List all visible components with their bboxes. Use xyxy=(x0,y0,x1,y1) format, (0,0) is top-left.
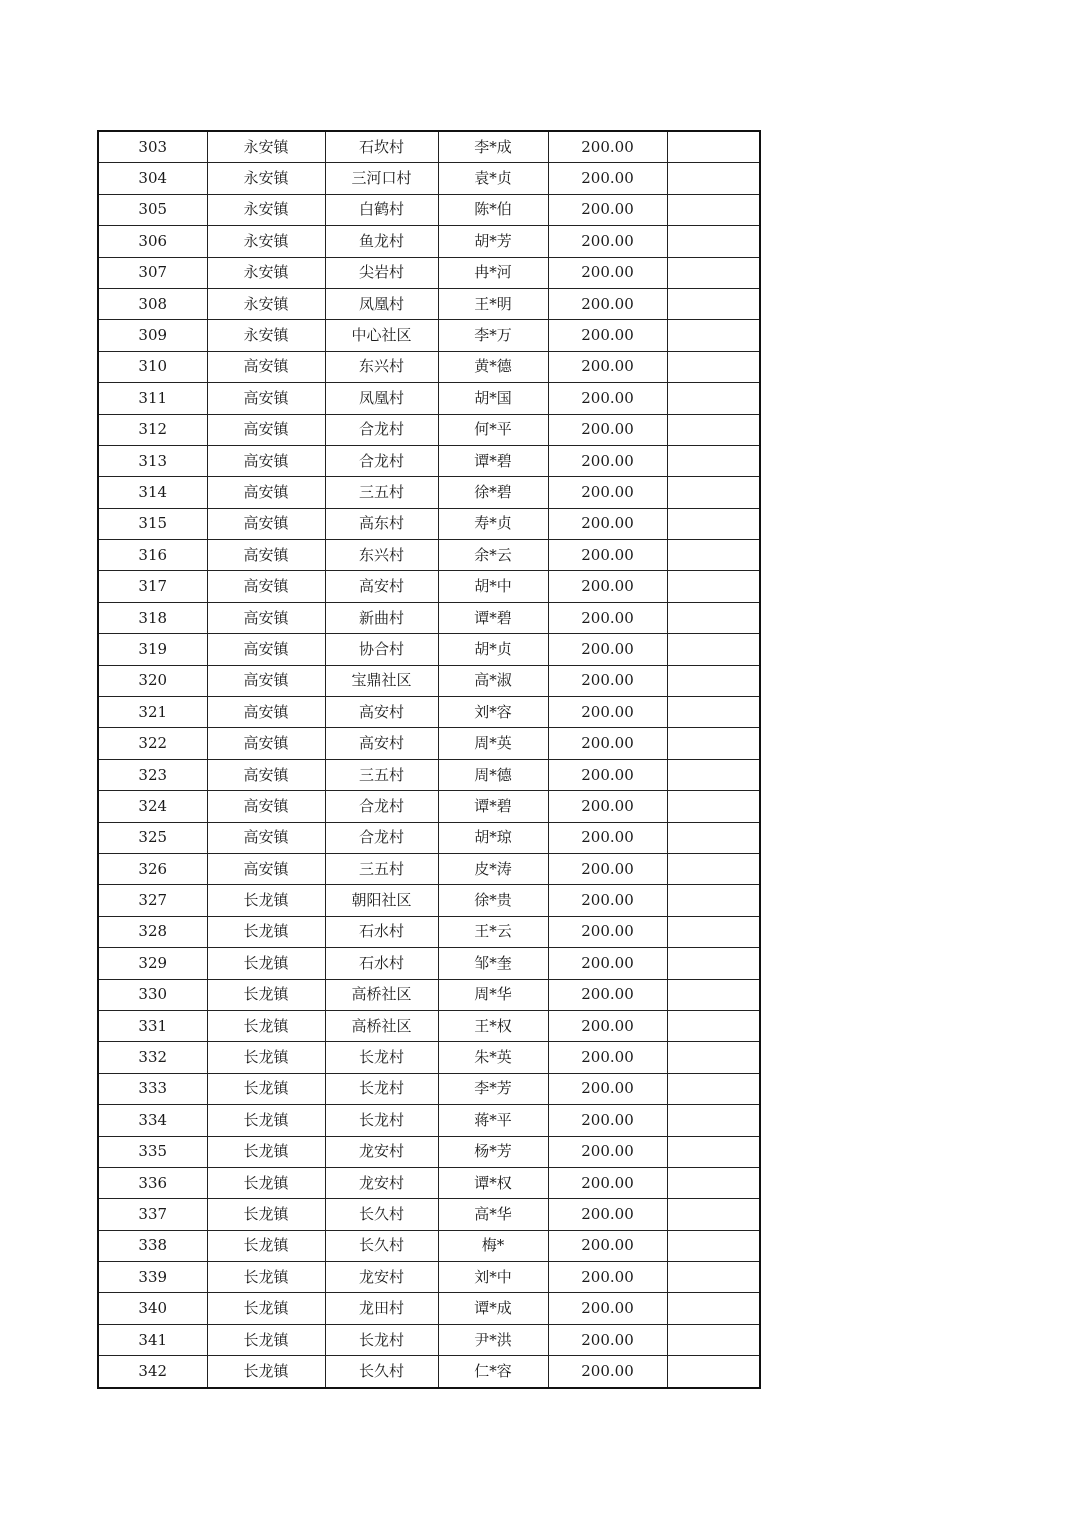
cell-remark xyxy=(667,1167,760,1198)
cell-name: 周*德 xyxy=(438,759,548,790)
cell-town: 长龙镇 xyxy=(207,1230,325,1261)
table-row xyxy=(98,853,760,884)
cell-amount: 200.00 xyxy=(548,665,667,696)
cell-town: 高安镇 xyxy=(207,634,325,665)
cell-name: 仁*容 xyxy=(438,1356,548,1388)
cell-serial-number: 336 xyxy=(98,1167,207,1198)
cell-remark xyxy=(667,1199,760,1230)
table-row xyxy=(98,571,760,602)
cell-remark xyxy=(667,1324,760,1355)
cell-town: 永安镇 xyxy=(207,163,325,194)
cell-name: 周*华 xyxy=(438,979,548,1010)
cell-serial-number: 309 xyxy=(98,320,207,351)
cell-remark xyxy=(667,634,760,665)
cell-remark xyxy=(667,1105,760,1136)
table-row xyxy=(98,1167,760,1198)
cell-name: 谭*碧 xyxy=(438,445,548,476)
cell-village: 凤凰村 xyxy=(325,288,438,319)
cell-amount: 200.00 xyxy=(548,1042,667,1073)
cell-amount: 200.00 xyxy=(548,1073,667,1104)
cell-remark xyxy=(667,728,760,759)
cell-serial-number: 342 xyxy=(98,1356,207,1388)
table-row xyxy=(98,1073,760,1104)
cell-town: 长龙镇 xyxy=(207,948,325,979)
cell-village: 合龙村 xyxy=(325,791,438,822)
cell-name: 高*淑 xyxy=(438,665,548,696)
cell-amount: 200.00 xyxy=(548,477,667,508)
cell-serial-number: 316 xyxy=(98,540,207,571)
cell-name: 寿*贞 xyxy=(438,508,548,539)
cell-remark xyxy=(667,1356,760,1388)
cell-town: 高安镇 xyxy=(207,540,325,571)
cell-town: 高安镇 xyxy=(207,351,325,382)
cell-amount: 200.00 xyxy=(548,351,667,382)
cell-name: 胡*中 xyxy=(438,571,548,602)
cell-town: 长龙镇 xyxy=(207,1324,325,1355)
cell-village: 中心社区 xyxy=(325,320,438,351)
cell-town: 长龙镇 xyxy=(207,1167,325,1198)
cell-amount: 200.00 xyxy=(548,885,667,916)
cell-amount: 200.00 xyxy=(548,948,667,979)
cell-serial-number: 338 xyxy=(98,1230,207,1261)
cell-name: 徐*贵 xyxy=(438,885,548,916)
table-row xyxy=(98,697,760,728)
cell-remark xyxy=(667,540,760,571)
cell-serial-number: 311 xyxy=(98,383,207,414)
cell-serial-number: 303 xyxy=(98,131,207,163)
cell-amount: 200.00 xyxy=(548,257,667,288)
cell-village: 高桥社区 xyxy=(325,1010,438,1041)
cell-amount: 200.00 xyxy=(548,1262,667,1293)
cell-amount: 200.00 xyxy=(548,1293,667,1324)
cell-name: 徐*碧 xyxy=(438,477,548,508)
cell-town: 高安镇 xyxy=(207,414,325,445)
table-row xyxy=(98,1105,760,1136)
cell-name: 王*明 xyxy=(438,288,548,319)
cell-serial-number: 305 xyxy=(98,194,207,225)
cell-village: 石水村 xyxy=(325,916,438,947)
cell-town: 长龙镇 xyxy=(207,1105,325,1136)
cell-name: 胡*琼 xyxy=(438,822,548,853)
cell-name: 邹*奎 xyxy=(438,948,548,979)
cell-town: 长龙镇 xyxy=(207,1073,325,1104)
table-row xyxy=(98,508,760,539)
cell-town: 高安镇 xyxy=(207,602,325,633)
table-row xyxy=(98,1293,760,1324)
table-row xyxy=(98,194,760,225)
cell-village: 长久村 xyxy=(325,1356,438,1388)
cell-remark xyxy=(667,979,760,1010)
cell-village: 石坎村 xyxy=(325,131,438,163)
cell-serial-number: 326 xyxy=(98,853,207,884)
table-row xyxy=(98,1262,760,1293)
table-row xyxy=(98,759,760,790)
cell-village: 高东村 xyxy=(325,508,438,539)
cell-town: 长龙镇 xyxy=(207,1010,325,1041)
cell-town: 永安镇 xyxy=(207,226,325,257)
cell-name: 皮*涛 xyxy=(438,853,548,884)
table-row xyxy=(98,665,760,696)
cell-serial-number: 304 xyxy=(98,163,207,194)
cell-name: 杨*芳 xyxy=(438,1136,548,1167)
table-row xyxy=(98,1042,760,1073)
table-row xyxy=(98,916,760,947)
table-row xyxy=(98,791,760,822)
cell-village: 龙田村 xyxy=(325,1293,438,1324)
cell-remark xyxy=(667,916,760,947)
cell-name: 袁*贞 xyxy=(438,163,548,194)
cell-town: 高安镇 xyxy=(207,508,325,539)
table-row xyxy=(98,1136,760,1167)
cell-amount: 200.00 xyxy=(548,602,667,633)
cell-remark xyxy=(667,759,760,790)
cell-name: 王*云 xyxy=(438,916,548,947)
cell-amount: 200.00 xyxy=(548,979,667,1010)
cell-village: 三河口村 xyxy=(325,163,438,194)
cell-town: 永安镇 xyxy=(207,257,325,288)
cell-amount: 200.00 xyxy=(548,822,667,853)
cell-name: 陈*伯 xyxy=(438,194,548,225)
cell-town: 永安镇 xyxy=(207,320,325,351)
cell-amount: 200.00 xyxy=(548,634,667,665)
cell-amount: 200.00 xyxy=(548,163,667,194)
cell-town: 长龙镇 xyxy=(207,1042,325,1073)
cell-remark xyxy=(667,226,760,257)
cell-amount: 200.00 xyxy=(548,383,667,414)
table-row xyxy=(98,131,760,163)
cell-name: 刘*容 xyxy=(438,697,548,728)
cell-village: 宝鼎社区 xyxy=(325,665,438,696)
cell-town: 长龙镇 xyxy=(207,885,325,916)
cell-name: 谭*碧 xyxy=(438,602,548,633)
cell-remark xyxy=(667,665,760,696)
cell-amount: 200.00 xyxy=(548,1010,667,1041)
cell-remark xyxy=(667,571,760,602)
table-row xyxy=(98,822,760,853)
cell-serial-number: 329 xyxy=(98,948,207,979)
cell-town: 高安镇 xyxy=(207,791,325,822)
cell-amount: 200.00 xyxy=(548,1230,667,1261)
cell-remark xyxy=(667,1262,760,1293)
cell-serial-number: 325 xyxy=(98,822,207,853)
table-row xyxy=(98,728,760,759)
cell-town: 高安镇 xyxy=(207,822,325,853)
cell-name: 谭*成 xyxy=(438,1293,548,1324)
cell-amount: 200.00 xyxy=(548,916,667,947)
cell-remark xyxy=(667,1073,760,1104)
cell-town: 高安镇 xyxy=(207,697,325,728)
cell-amount: 200.00 xyxy=(548,320,667,351)
table-row xyxy=(98,1356,760,1388)
table-row xyxy=(98,979,760,1010)
cell-amount: 200.00 xyxy=(548,288,667,319)
cell-town: 永安镇 xyxy=(207,131,325,163)
cell-remark xyxy=(667,477,760,508)
cell-name: 刘*中 xyxy=(438,1262,548,1293)
cell-village: 合龙村 xyxy=(325,822,438,853)
cell-town: 高安镇 xyxy=(207,445,325,476)
cell-name: 王*权 xyxy=(438,1010,548,1041)
cell-amount: 200.00 xyxy=(548,508,667,539)
cell-name: 冉*河 xyxy=(438,257,548,288)
cell-serial-number: 312 xyxy=(98,414,207,445)
cell-name: 李*芳 xyxy=(438,1073,548,1104)
cell-village: 三五村 xyxy=(325,477,438,508)
table-row xyxy=(98,351,760,382)
cell-name: 周*英 xyxy=(438,728,548,759)
cell-amount: 200.00 xyxy=(548,759,667,790)
cell-serial-number: 330 xyxy=(98,979,207,1010)
cell-remark xyxy=(667,697,760,728)
table-row xyxy=(98,414,760,445)
cell-remark xyxy=(667,1136,760,1167)
cell-remark xyxy=(667,351,760,382)
cell-serial-number: 307 xyxy=(98,257,207,288)
cell-amount: 200.00 xyxy=(548,540,667,571)
cell-remark xyxy=(667,508,760,539)
cell-amount: 200.00 xyxy=(548,1167,667,1198)
cell-village: 三五村 xyxy=(325,759,438,790)
cell-village: 凤凰村 xyxy=(325,383,438,414)
cell-serial-number: 341 xyxy=(98,1324,207,1355)
cell-remark xyxy=(667,257,760,288)
cell-amount: 200.00 xyxy=(548,1324,667,1355)
cell-village: 新曲村 xyxy=(325,602,438,633)
cell-serial-number: 320 xyxy=(98,665,207,696)
cell-name: 谭*权 xyxy=(438,1167,548,1198)
table-row xyxy=(98,1324,760,1355)
table-row xyxy=(98,477,760,508)
table-row xyxy=(98,383,760,414)
cell-amount: 200.00 xyxy=(548,1199,667,1230)
cell-town: 长龙镇 xyxy=(207,916,325,947)
cell-village: 高安村 xyxy=(325,728,438,759)
cell-amount: 200.00 xyxy=(548,194,667,225)
cell-serial-number: 315 xyxy=(98,508,207,539)
cell-amount: 200.00 xyxy=(548,571,667,602)
cell-village: 长久村 xyxy=(325,1230,438,1261)
cell-serial-number: 328 xyxy=(98,916,207,947)
cell-serial-number: 332 xyxy=(98,1042,207,1073)
cell-serial-number: 321 xyxy=(98,697,207,728)
cell-remark xyxy=(667,445,760,476)
table-row xyxy=(98,1230,760,1261)
cell-village: 朝阳社区 xyxy=(325,885,438,916)
cell-serial-number: 324 xyxy=(98,791,207,822)
cell-village: 高安村 xyxy=(325,697,438,728)
cell-village: 三五村 xyxy=(325,853,438,884)
cell-village: 龙安村 xyxy=(325,1136,438,1167)
cell-town: 长龙镇 xyxy=(207,1293,325,1324)
table-row xyxy=(98,1199,760,1230)
cell-name: 梅* xyxy=(438,1230,548,1261)
cell-amount: 200.00 xyxy=(548,697,667,728)
cell-village: 高桥社区 xyxy=(325,979,438,1010)
cell-remark xyxy=(667,320,760,351)
cell-serial-number: 339 xyxy=(98,1262,207,1293)
table-row xyxy=(98,885,760,916)
cell-name: 胡*芳 xyxy=(438,226,548,257)
cell-remark xyxy=(667,383,760,414)
cell-serial-number: 322 xyxy=(98,728,207,759)
table-row xyxy=(98,163,760,194)
cell-town: 高安镇 xyxy=(207,383,325,414)
cell-serial-number: 313 xyxy=(98,445,207,476)
cell-village: 长龙村 xyxy=(325,1042,438,1073)
cell-remark xyxy=(667,1042,760,1073)
table-row xyxy=(98,445,760,476)
cell-serial-number: 306 xyxy=(98,226,207,257)
cell-town: 高安镇 xyxy=(207,665,325,696)
cell-serial-number: 335 xyxy=(98,1136,207,1167)
cell-serial-number: 331 xyxy=(98,1010,207,1041)
cell-town: 高安镇 xyxy=(207,728,325,759)
table-row xyxy=(98,257,760,288)
cell-village: 龙安村 xyxy=(325,1167,438,1198)
cell-town: 长龙镇 xyxy=(207,1262,325,1293)
table-row xyxy=(98,288,760,319)
cell-serial-number: 340 xyxy=(98,1293,207,1324)
cell-serial-number: 310 xyxy=(98,351,207,382)
cell-serial-number: 318 xyxy=(98,602,207,633)
cell-amount: 200.00 xyxy=(548,131,667,163)
cell-remark xyxy=(667,885,760,916)
cell-village: 尖岩村 xyxy=(325,257,438,288)
cell-serial-number: 319 xyxy=(98,634,207,665)
cell-remark xyxy=(667,853,760,884)
cell-village: 龙安村 xyxy=(325,1262,438,1293)
cell-village: 东兴村 xyxy=(325,540,438,571)
cell-amount: 200.00 xyxy=(548,445,667,476)
cell-name: 何*平 xyxy=(438,414,548,445)
cell-village: 合龙村 xyxy=(325,414,438,445)
cell-serial-number: 323 xyxy=(98,759,207,790)
table-row xyxy=(98,948,760,979)
cell-serial-number: 333 xyxy=(98,1073,207,1104)
cell-town: 长龙镇 xyxy=(207,1199,325,1230)
cell-amount: 200.00 xyxy=(548,1105,667,1136)
cell-name: 胡*贞 xyxy=(438,634,548,665)
cell-remark xyxy=(667,194,760,225)
cell-name: 胡*国 xyxy=(438,383,548,414)
cell-village: 东兴村 xyxy=(325,351,438,382)
cell-serial-number: 337 xyxy=(98,1199,207,1230)
cell-name: 余*云 xyxy=(438,540,548,571)
cell-village: 石水村 xyxy=(325,948,438,979)
table-row xyxy=(98,1010,760,1041)
cell-town: 高安镇 xyxy=(207,759,325,790)
cell-amount: 200.00 xyxy=(548,226,667,257)
cell-town: 永安镇 xyxy=(207,288,325,319)
cell-village: 合龙村 xyxy=(325,445,438,476)
cell-village: 长久村 xyxy=(325,1199,438,1230)
table-body xyxy=(98,131,760,1388)
cell-amount: 200.00 xyxy=(548,1356,667,1388)
cell-remark xyxy=(667,1010,760,1041)
cell-town: 高安镇 xyxy=(207,571,325,602)
cell-serial-number: 327 xyxy=(98,885,207,916)
cell-name: 李*成 xyxy=(438,131,548,163)
cell-town: 高安镇 xyxy=(207,477,325,508)
cell-town: 长龙镇 xyxy=(207,1356,325,1388)
cell-serial-number: 317 xyxy=(98,571,207,602)
cell-remark xyxy=(667,791,760,822)
cell-village: 白鹤村 xyxy=(325,194,438,225)
cell-remark xyxy=(667,288,760,319)
cell-name: 黄*德 xyxy=(438,351,548,382)
cell-village: 鱼龙村 xyxy=(325,226,438,257)
cell-name: 尹*洪 xyxy=(438,1324,548,1355)
table-row xyxy=(98,634,760,665)
cell-serial-number: 314 xyxy=(98,477,207,508)
cell-remark xyxy=(667,1293,760,1324)
table-row xyxy=(98,602,760,633)
cell-name: 高*华 xyxy=(438,1199,548,1230)
cell-town: 长龙镇 xyxy=(207,979,325,1010)
cell-amount: 200.00 xyxy=(548,791,667,822)
cell-name: 朱*英 xyxy=(438,1042,548,1073)
cell-serial-number: 334 xyxy=(98,1105,207,1136)
cell-remark xyxy=(667,163,760,194)
cell-remark xyxy=(667,1230,760,1261)
cell-remark xyxy=(667,948,760,979)
cell-name: 蒋*平 xyxy=(438,1105,548,1136)
cell-remark xyxy=(667,602,760,633)
cell-name: 李*万 xyxy=(438,320,548,351)
cell-amount: 200.00 xyxy=(548,853,667,884)
cell-town: 高安镇 xyxy=(207,853,325,884)
cell-amount: 200.00 xyxy=(548,1136,667,1167)
cell-amount: 200.00 xyxy=(548,728,667,759)
cell-amount: 200.00 xyxy=(548,414,667,445)
table-row xyxy=(98,226,760,257)
cell-serial-number: 308 xyxy=(98,288,207,319)
table-row xyxy=(98,540,760,571)
cell-village: 高安村 xyxy=(325,571,438,602)
cell-village: 长龙村 xyxy=(325,1105,438,1136)
table-row xyxy=(98,320,760,351)
cell-remark xyxy=(667,414,760,445)
cell-town: 长龙镇 xyxy=(207,1136,325,1167)
cell-town: 永安镇 xyxy=(207,194,325,225)
cell-village: 协合村 xyxy=(325,634,438,665)
cell-remark xyxy=(667,131,760,163)
cell-village: 长龙村 xyxy=(325,1073,438,1104)
cell-village: 长龙村 xyxy=(325,1324,438,1355)
data-table xyxy=(97,130,761,1389)
cell-remark xyxy=(667,822,760,853)
cell-name: 谭*碧 xyxy=(438,791,548,822)
